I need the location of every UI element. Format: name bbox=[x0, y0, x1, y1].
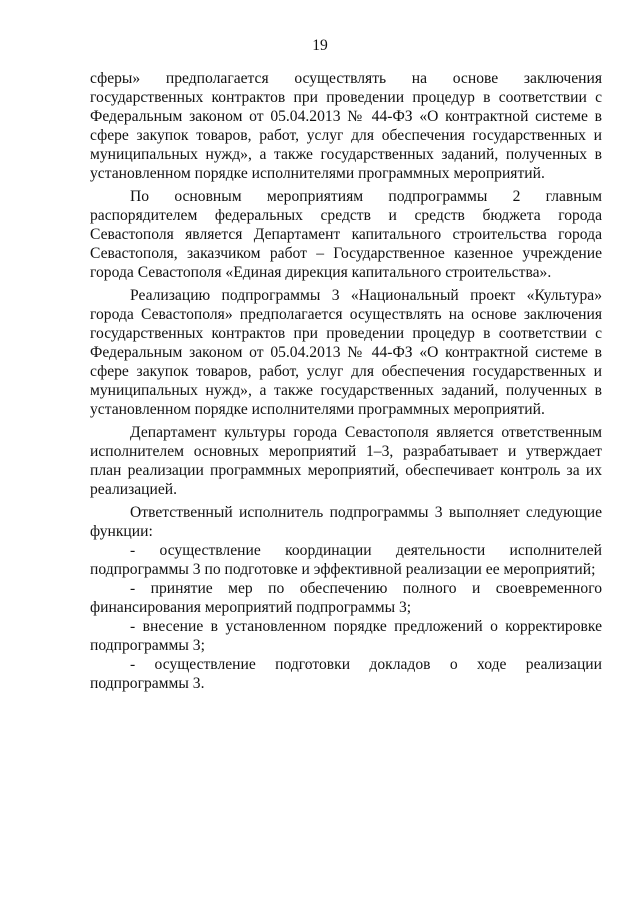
paragraph-subprogram-2-administrator: По основным мероприятиям подпрограммы 2 главным распорядителем федеральных средств и средств бюджета города Севастополя является Департамент капитального строительства города Севастополя, заказчиком работ – Государственное казенное учреждение города Севастополя «Единая дирекция капитального строительства». bbox=[90, 188, 602, 281]
list-item: - осуществление координации деятельности исполнителей подпрограммы 3 по подготовке и эффективной реализации ее мероприятий; bbox=[90, 542, 602, 578]
list-item: - внесение в установленном порядке предложений о корректировке подпрограммы 3; bbox=[90, 618, 602, 654]
list-item: - принятие мер по обеспечению полного и своевременного финансирования мероприятий подпрограммы 3; bbox=[90, 580, 602, 616]
document-body bbox=[90, 69, 602, 693]
list-item: - осуществление подготовки докладов о ходе реализации подпрограммы 3. bbox=[90, 656, 602, 692]
paragraph-subprogram-3-implementation: Реализацию подпрограммы 3 «Национальный проект «Культура» города Севастополя» предполагается осуществлять на основе заключения государственных контрактов при проведении процедур в соответствии с Федеральным законом от 05.04.2013 № 44-ФЗ «О контрактной системе в сфере закупок товаров, работ, услуг для обеспечения государственных и муниципальных нужд», а также государственных заданий, полученных в установленном порядке исполнителями программных мероприятий. bbox=[90, 287, 602, 418]
paragraph-contracts-continuation: сферы» предполагается осуществлять на основе заключения государственных контрактов при проведении процедур в соответствии с Федеральным законом от 05.04.2013 № 44-ФЗ «О контрактной системе в сфере закупок товаров, работ, услуг для обеспечения государственных и муниципальных нужд», а также государственных заданий, полученных в установленном порядке исполнителями программных мероприятий. bbox=[90, 70, 602, 182]
page-number: 19 bbox=[312, 37, 328, 54]
paragraph-functions-intro: Ответственный исполнитель подпрограммы 3 выполняет следующие функции: bbox=[90, 504, 602, 540]
functions-list bbox=[90, 541, 602, 693]
paragraph-culture-department: Департамент культуры города Севастополя является ответственным исполнителем основных мероприятий 1–3, разрабатывает и утверждает план реализации программных мероприятий, обеспечивает контроль за их реализацией. bbox=[90, 424, 602, 498]
